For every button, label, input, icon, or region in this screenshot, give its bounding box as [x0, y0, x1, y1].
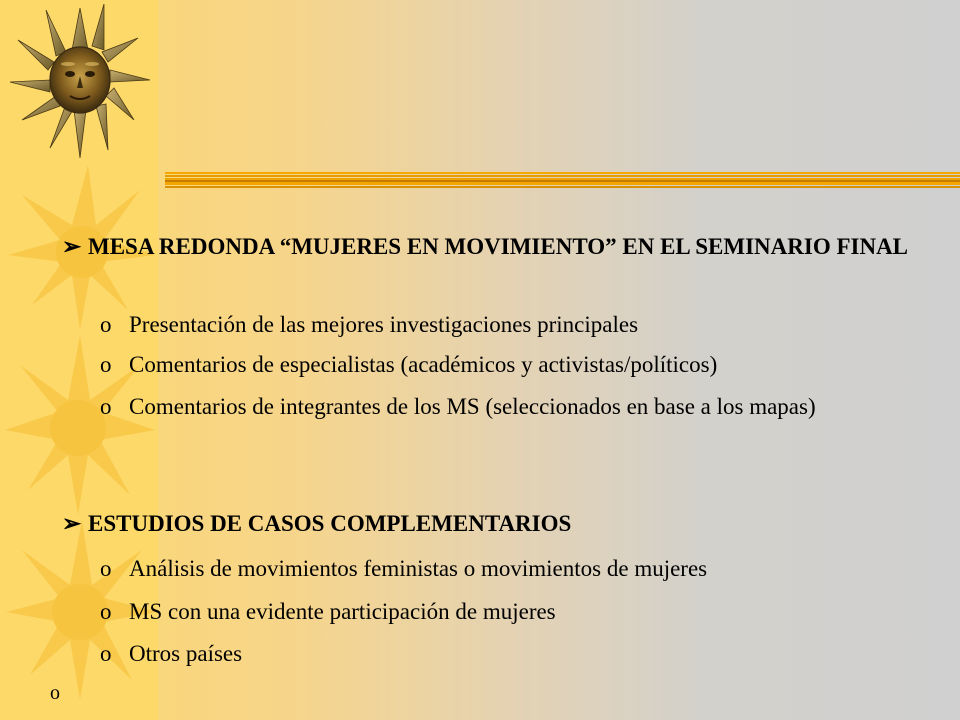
section1-item-text: Comentarios de especialistas (académicos y activistas/políticos) [129, 352, 718, 377]
empty-bullet-marker: o [50, 682, 60, 704]
circle-bullet-icon: o [100, 394, 112, 419]
section2-item-1 [100, 554, 943, 584]
arrow-bullet-icon: ➢ [62, 234, 82, 259]
section1-item-text: Comentarios de integrantes de los MS (seleccionados en base a los mapas) [129, 394, 816, 419]
section2-item-text: MS con una evidente participación de mujeres [129, 599, 556, 624]
section2-item-3 [100, 639, 943, 669]
section2-heading-item [62, 509, 942, 539]
section2-heading: ESTUDIOS DE CASOS COMPLEMENTARIOS [88, 511, 572, 536]
section1-item-3 [100, 392, 943, 422]
arrow-bullet-icon: ➢ [62, 511, 82, 536]
section2-item-text: Análisis de movimientos feministas o movimientos de mujeres [129, 556, 708, 581]
section1-item-2 [100, 350, 943, 380]
section2-item-text: Otros países [129, 641, 243, 666]
section1-item-text: Presentación de las mejores investigaciones principales [129, 312, 639, 337]
section1-heading: MESA REDONDA “MUJERES EN MOVIMIENTO” EN EL SEMINARIO FINAL [88, 234, 909, 259]
section1-item-1 [100, 310, 943, 340]
circle-bullet-icon: o [100, 556, 112, 581]
section2-item-2 [100, 597, 943, 627]
section1-heading-item [62, 232, 942, 262]
circle-bullet-icon: o [100, 599, 112, 624]
circle-bullet-icon: o [100, 641, 112, 666]
circle-bullet-icon: o [100, 352, 112, 377]
circle-bullet-icon: o [100, 312, 112, 337]
